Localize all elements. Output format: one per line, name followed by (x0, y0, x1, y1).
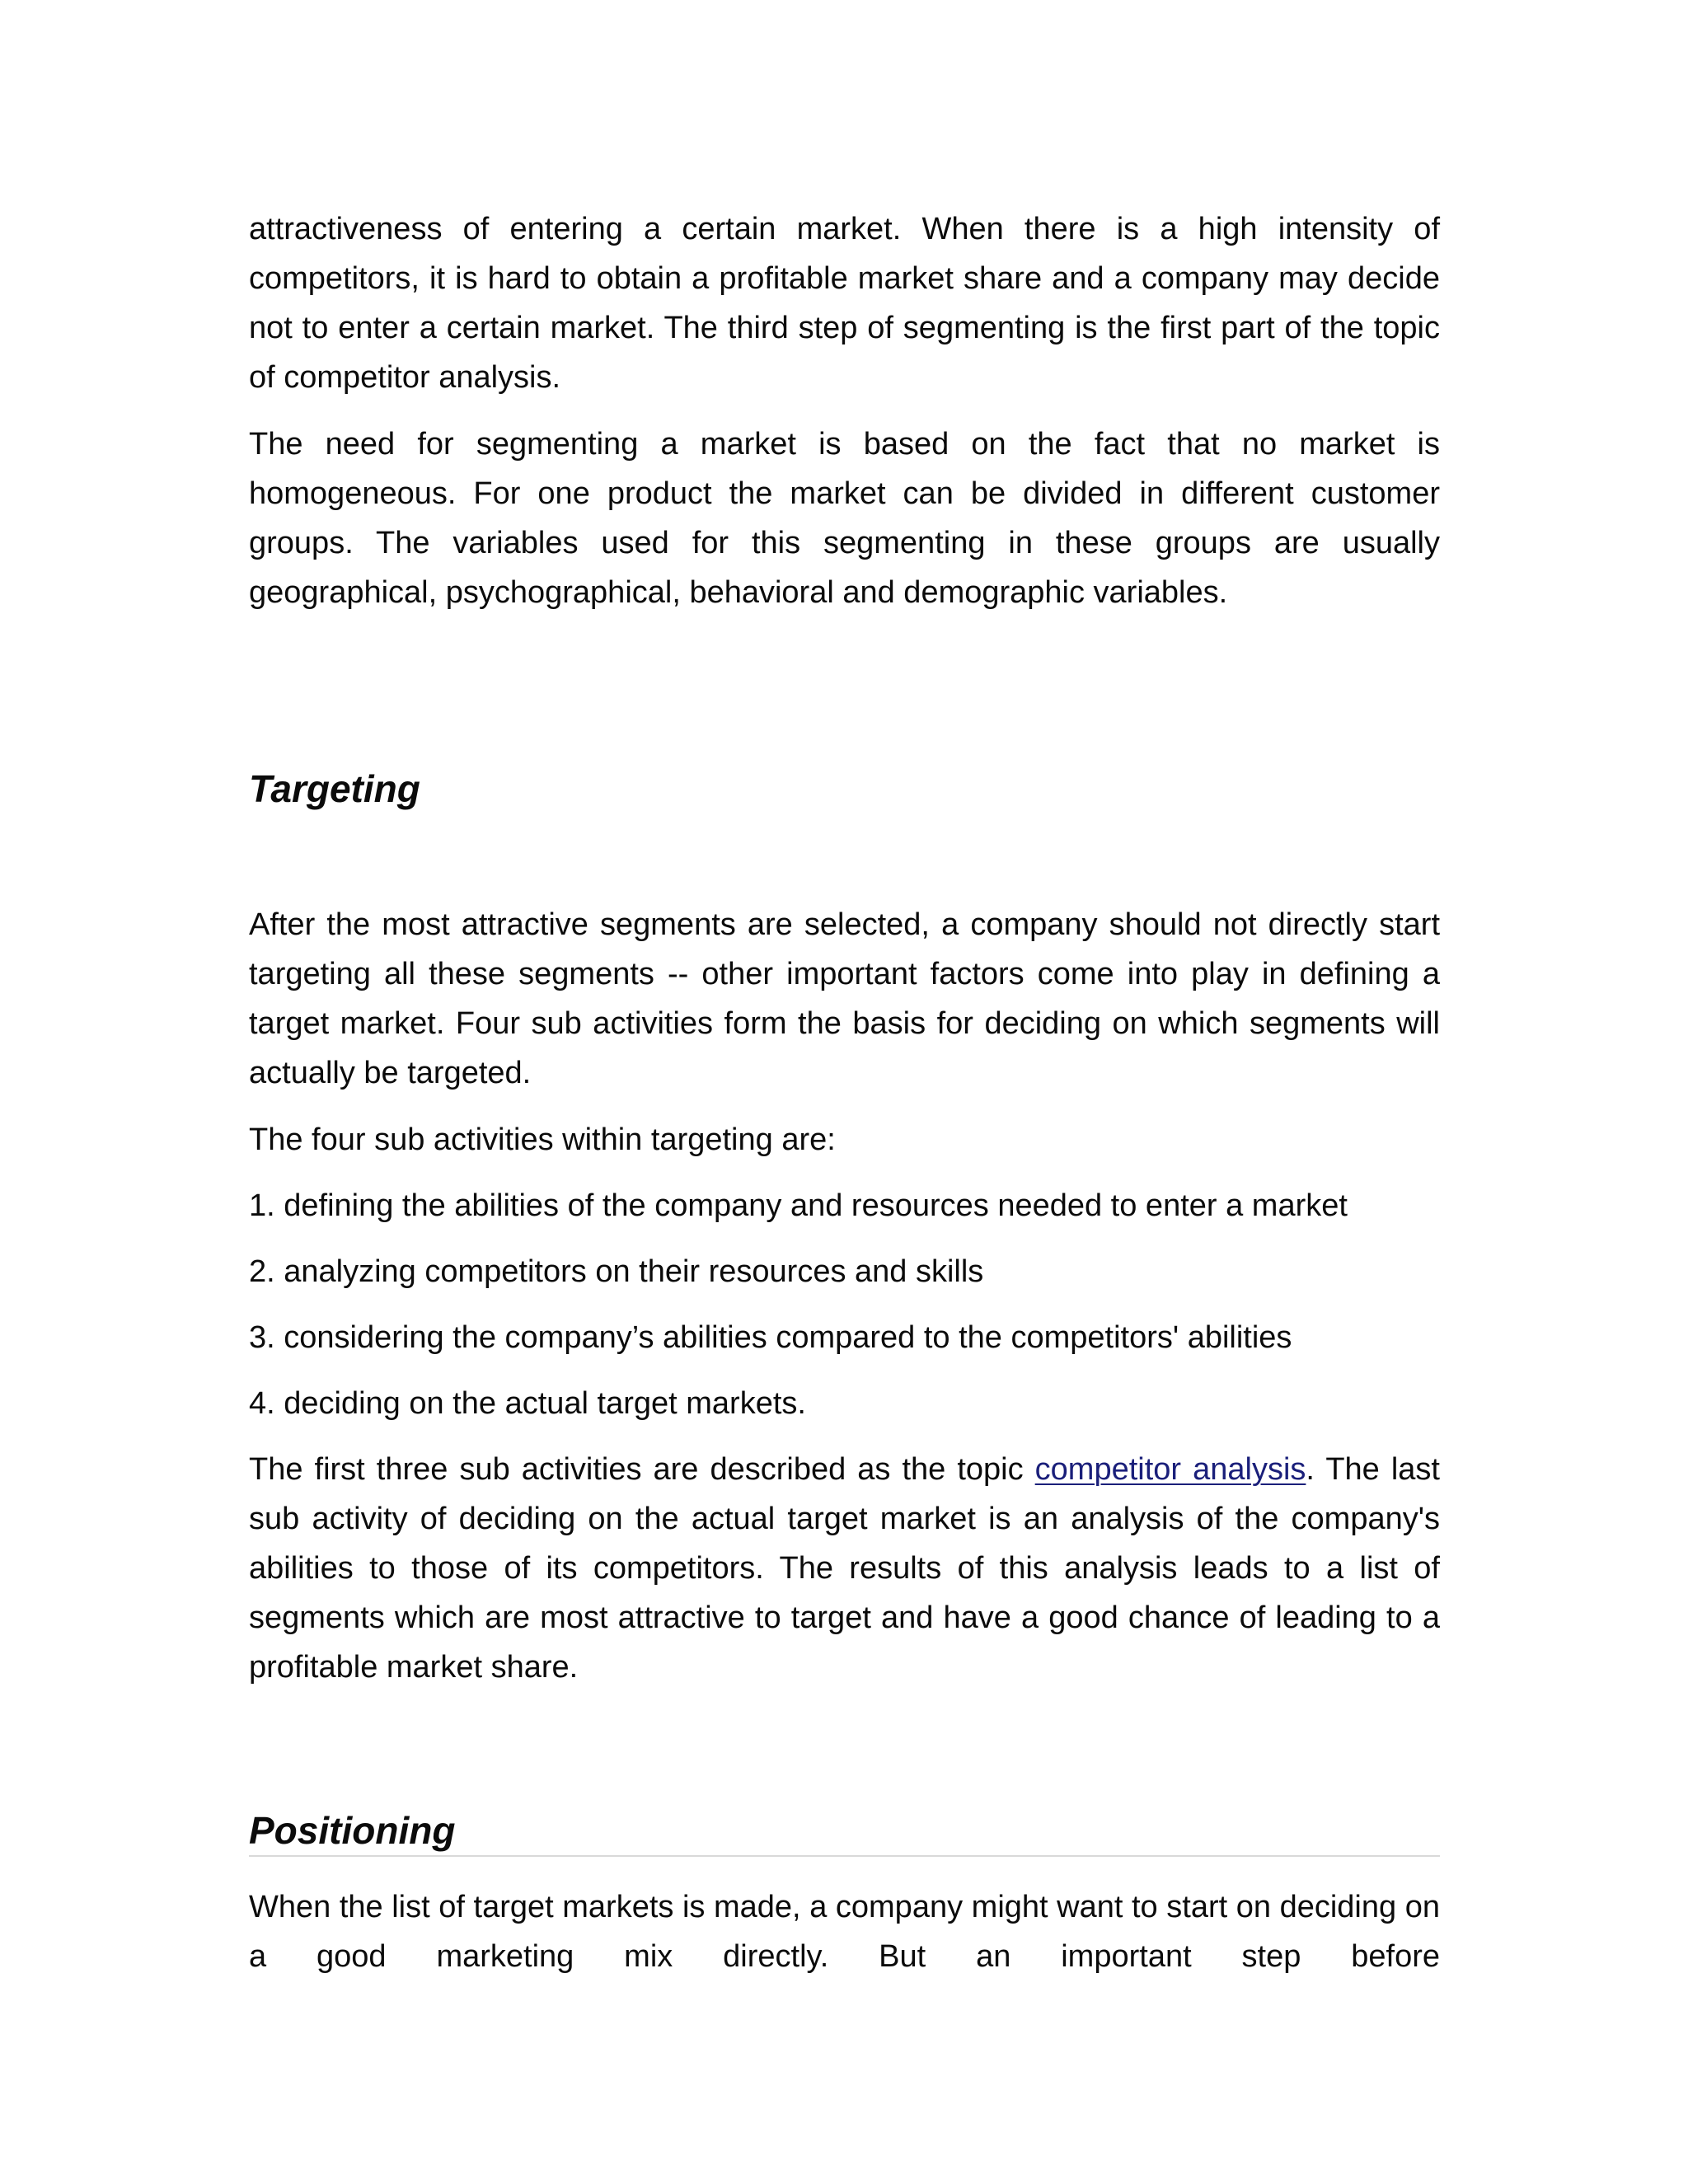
section-divider (249, 1855, 1440, 1857)
paragraph-first-three-text (249, 1445, 1440, 1692)
list-item (249, 1379, 1440, 1428)
targeting-section (249, 764, 1440, 813)
list-item-3: 3. considering the company’s abilities compared to the competitors' abilities (249, 1320, 1292, 1355)
list-item (249, 1181, 1440, 1230)
paragraph-first-three (249, 1445, 1440, 1692)
paragraph-first-three-lead: The first three sub activities are described as the topic (249, 1452, 1035, 1487)
positioning-heading: Positioning (249, 1809, 456, 1852)
competitor-analysis-link[interactable]: competitor analysis (1034, 1452, 1306, 1487)
paragraph-after-text: After the most attractive segments are selected, a company should not directly start targeting all these segments -- other important factors come into play in defining a target market. Four sub activities form the basis for deciding on which segments will actually be targeted. (249, 907, 1440, 1090)
paragraph-first-three-rest: . The last sub activity of deciding on the actual target market is an analysis of the company's abilities to those of its competitors. The results of this analysis leads to a list of segments which are most attractive to target and have a good chance of leading to a profitable market share. (249, 1452, 1440, 1685)
list-item (249, 1313, 1440, 1362)
list-item-4: 4. deciding on the actual target markets. (249, 1386, 806, 1421)
paragraph-four-text: The four sub activities within targeting are: (249, 1122, 836, 1157)
paragraph-four (249, 1115, 1440, 1165)
paragraph-when-text: When the list of target markets is made, a company might want to start on deciding on a good marketing mix directly. But an important step before (249, 1890, 1440, 1974)
paragraph-when (249, 1882, 1440, 1981)
paragraph-intro-text: attractiveness of entering a certain market. When there is a high intensity of competitors, it is hard to obtain a profitable market share and a company may decide not to enter a certain market. The third step of segmenting is the first part of the topic of competitor analysis. (249, 212, 1440, 395)
list-item-1: 1. defining the abilities of the company and resources needed to enter a market (249, 1188, 1348, 1223)
paragraph-need (249, 419, 1440, 617)
list-item-2: 2. analyzing competitors on their resources and skills (249, 1254, 984, 1289)
paragraph-after (249, 900, 1440, 1098)
paragraph-intro (249, 204, 1440, 402)
list-item (249, 1247, 1440, 1296)
paragraph-need-text: The need for segmenting a market is based on the fact that no market is homogeneous. For one product the market can be divided in different customer groups. The variables used for this segmenting in these groups are usually geographical, psychographical, behavioral and demographic variables. (249, 427, 1440, 610)
targeting-heading: Targeting (249, 767, 420, 810)
positioning-section (249, 1806, 1440, 1855)
